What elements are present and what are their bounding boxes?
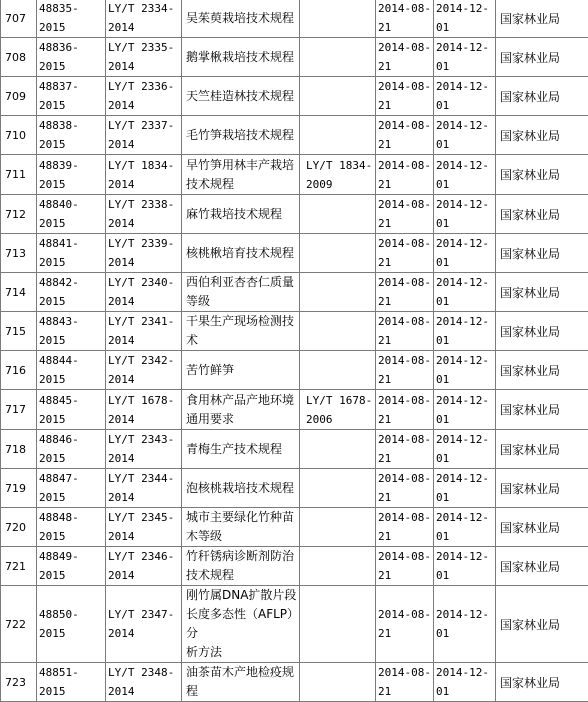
standard-name: 早竹笋用林丰产栽培 技术规程 [182, 155, 300, 195]
standard-name: 城市主要绿化竹种苗 木等级 [182, 508, 300, 547]
effective-date: 2014-12- 01 [434, 273, 496, 312]
row-number: 718 [1, 430, 37, 469]
table-row [1, 155, 588, 195]
table-row [1, 38, 588, 77]
effective-date: 2014-12- 01 [434, 77, 496, 116]
effective-date: 2014-12- 01 [434, 508, 496, 547]
replaced-standard: LY/T 1678- 2006 [300, 390, 376, 430]
table-row [1, 663, 588, 702]
effective-date: 2014-12- 01 [434, 351, 496, 390]
approving-department: 国家林业局 [496, 234, 588, 273]
table-row [1, 351, 588, 390]
standard-code: LY/T 1834- 2014 [106, 155, 182, 195]
row-number: 717 [1, 390, 37, 430]
table-row [1, 390, 588, 430]
issue-date: 2014-08- 21 [376, 195, 434, 234]
standard-name: 鹅掌楸栽培技术规程 [182, 38, 300, 77]
replaced-standard [300, 116, 376, 155]
effective-date: 2014-12- 01 [434, 430, 496, 469]
standard-code: LY/T 2339- 2014 [106, 234, 182, 273]
row-number: 708 [1, 38, 37, 77]
standard-name: 青梅生产技术规程 [182, 430, 300, 469]
standard-code: LY/T 2344- 2014 [106, 469, 182, 508]
effective-date: 2014-12- 01 [434, 38, 496, 77]
approving-department: 国家林业局 [496, 390, 588, 430]
standard-name: 干果生产现场检测技 术 [182, 312, 300, 351]
issue-date: 2014-08- 21 [376, 430, 434, 469]
record-number: 48842- 2015 [37, 273, 106, 312]
standard-code: LY/T 2346- 2014 [106, 547, 182, 586]
record-number: 48841- 2015 [37, 234, 106, 273]
issue-date: 2014-08- 21 [376, 273, 434, 312]
standard-name: 食用林产品产地环境 通用要求 [182, 390, 300, 430]
effective-date: 2014-12- 01 [434, 234, 496, 273]
approving-department: 国家林业局 [496, 38, 588, 77]
standard-name: 天竺桂造林技术规程 [182, 77, 300, 116]
standard-name: 麻竹栽培技术规程 [182, 195, 300, 234]
approving-department: 国家林业局 [496, 273, 588, 312]
standard-code: LY/T 2335- 2014 [106, 38, 182, 77]
issue-date: 2014-08- 21 [376, 390, 434, 430]
approving-department: 国家林业局 [496, 663, 588, 702]
effective-date: 2014-12- 01 [434, 663, 496, 702]
replaced-standard [300, 38, 376, 77]
approving-department: 国家林业局 [496, 77, 588, 116]
table-row [1, 547, 588, 586]
record-number: 48839- 2015 [37, 155, 106, 195]
replaced-standard [300, 547, 376, 586]
table-row [1, 116, 588, 155]
effective-date: 2014-12- 01 [434, 586, 496, 663]
table-row [1, 430, 588, 469]
standard-name: 泡核桃栽培技术规程 [182, 469, 300, 508]
table-row [1, 77, 588, 116]
issue-date: 2014-08- 21 [376, 155, 434, 195]
record-number: 48846- 2015 [37, 430, 106, 469]
standard-name: 刚竹属DNA扩散片段 长度多态性（AFLP）分 析方法 [182, 586, 300, 663]
row-number: 714 [1, 273, 37, 312]
replaced-standard [300, 234, 376, 273]
effective-date: 2014-12- 01 [434, 0, 496, 38]
approving-department: 国家林业局 [496, 195, 588, 234]
effective-date: 2014-12- 01 [434, 312, 496, 351]
record-number: 48847- 2015 [37, 469, 106, 508]
table-row [1, 234, 588, 273]
record-number: 48849- 2015 [37, 547, 106, 586]
row-number: 722 [1, 586, 37, 663]
issue-date: 2014-08- 21 [376, 663, 434, 702]
standard-code: LY/T 2342- 2014 [106, 351, 182, 390]
standard-code: LY/T 2345- 2014 [106, 508, 182, 547]
replaced-standard [300, 273, 376, 312]
row-number: 715 [1, 312, 37, 351]
record-number: 48848- 2015 [37, 508, 106, 547]
replaced-standard [300, 351, 376, 390]
issue-date: 2014-08- 21 [376, 351, 434, 390]
issue-date: 2014-08- 21 [376, 469, 434, 508]
replaced-standard [300, 195, 376, 234]
record-number: 48844- 2015 [37, 351, 106, 390]
standard-name: 毛竹笋栽培技术规程 [182, 116, 300, 155]
standard-code: LY/T 2343- 2014 [106, 430, 182, 469]
row-number: 711 [1, 155, 37, 195]
issue-date: 2014-08- 21 [376, 508, 434, 547]
standard-code: LY/T 2341- 2014 [106, 312, 182, 351]
issue-date: 2014-08- 21 [376, 312, 434, 351]
approving-department: 国家林业局 [496, 508, 588, 547]
standard-name: 苦竹鲜笋 [182, 351, 300, 390]
standards-table-body [1, 0, 588, 702]
approving-department: 国家林业局 [496, 312, 588, 351]
standard-name: 油茶苗木产地检疫规 程 [182, 663, 300, 702]
issue-date: 2014-08- 21 [376, 234, 434, 273]
record-number: 48843- 2015 [37, 312, 106, 351]
approving-department: 国家林业局 [496, 586, 588, 663]
standard-code: LY/T 2336- 2014 [106, 77, 182, 116]
issue-date: 2014-08- 21 [376, 586, 434, 663]
issue-date: 2014-08- 21 [376, 38, 434, 77]
approving-department: 国家林业局 [496, 469, 588, 508]
approving-department: 国家林业局 [496, 116, 588, 155]
row-number: 721 [1, 547, 37, 586]
row-number: 720 [1, 508, 37, 547]
issue-date: 2014-08- 21 [376, 116, 434, 155]
standard-code: LY/T 2338- 2014 [106, 195, 182, 234]
record-number: 48845- 2015 [37, 390, 106, 430]
standard-name: 核桃楸培育技术规程 [182, 234, 300, 273]
table-row [1, 273, 588, 312]
replaced-standard [300, 0, 376, 38]
record-number: 48840- 2015 [37, 195, 106, 234]
effective-date: 2014-12- 01 [434, 547, 496, 586]
effective-date: 2014-12- 01 [434, 155, 496, 195]
row-number: 707 [1, 0, 37, 38]
record-number: 48850- 2015 [37, 586, 106, 663]
effective-date: 2014-12- 01 [434, 116, 496, 155]
record-number: 48837- 2015 [37, 77, 106, 116]
table-row [1, 469, 588, 508]
replaced-standard [300, 430, 376, 469]
standard-code: LY/T 2337- 2014 [106, 116, 182, 155]
table-row [1, 0, 588, 38]
replaced-standard [300, 508, 376, 547]
row-number: 710 [1, 116, 37, 155]
approving-department: 国家林业局 [496, 430, 588, 469]
effective-date: 2014-12- 01 [434, 195, 496, 234]
row-number: 709 [1, 77, 37, 116]
record-number: 48838- 2015 [37, 116, 106, 155]
table-row [1, 586, 588, 663]
replaced-standard [300, 586, 376, 663]
approving-department: 国家林业局 [496, 547, 588, 586]
issue-date: 2014-08- 21 [376, 547, 434, 586]
record-number: 48835- 2015 [37, 0, 106, 38]
row-number: 719 [1, 469, 37, 508]
row-number: 716 [1, 351, 37, 390]
standard-name: 西伯利亚杏杏仁质量 等级 [182, 273, 300, 312]
standard-code: LY/T 2347- 2014 [106, 586, 182, 663]
effective-date: 2014-12- 01 [434, 469, 496, 508]
replaced-standard [300, 77, 376, 116]
replaced-standard [300, 663, 376, 702]
issue-date: 2014-08- 21 [376, 0, 434, 38]
issue-date: 2014-08- 21 [376, 77, 434, 116]
replaced-standard [300, 312, 376, 351]
row-number: 712 [1, 195, 37, 234]
standard-name: 吴茱萸栽培技术规程 [182, 0, 300, 38]
approving-department: 国家林业局 [496, 0, 588, 38]
row-number: 723 [1, 663, 37, 702]
approving-department: 国家林业局 [496, 351, 588, 390]
table-row [1, 508, 588, 547]
table-row [1, 195, 588, 234]
row-number: 713 [1, 234, 37, 273]
record-number: 48836- 2015 [37, 38, 106, 77]
standard-code: LY/T 2340- 2014 [106, 273, 182, 312]
standard-name: 竹秆锈病诊断剂防治 技术规程 [182, 547, 300, 586]
approving-department: 国家林业局 [496, 155, 588, 195]
standard-code: LY/T 2334- 2014 [106, 0, 182, 38]
replaced-standard [300, 469, 376, 508]
standard-code: LY/T 2348- 2014 [106, 663, 182, 702]
record-number: 48851- 2015 [37, 663, 106, 702]
table-row [1, 312, 588, 351]
standard-code: LY/T 1678- 2014 [106, 390, 182, 430]
replaced-standard: LY/T 1834- 2009 [300, 155, 376, 195]
effective-date: 2014-12- 01 [434, 390, 496, 430]
